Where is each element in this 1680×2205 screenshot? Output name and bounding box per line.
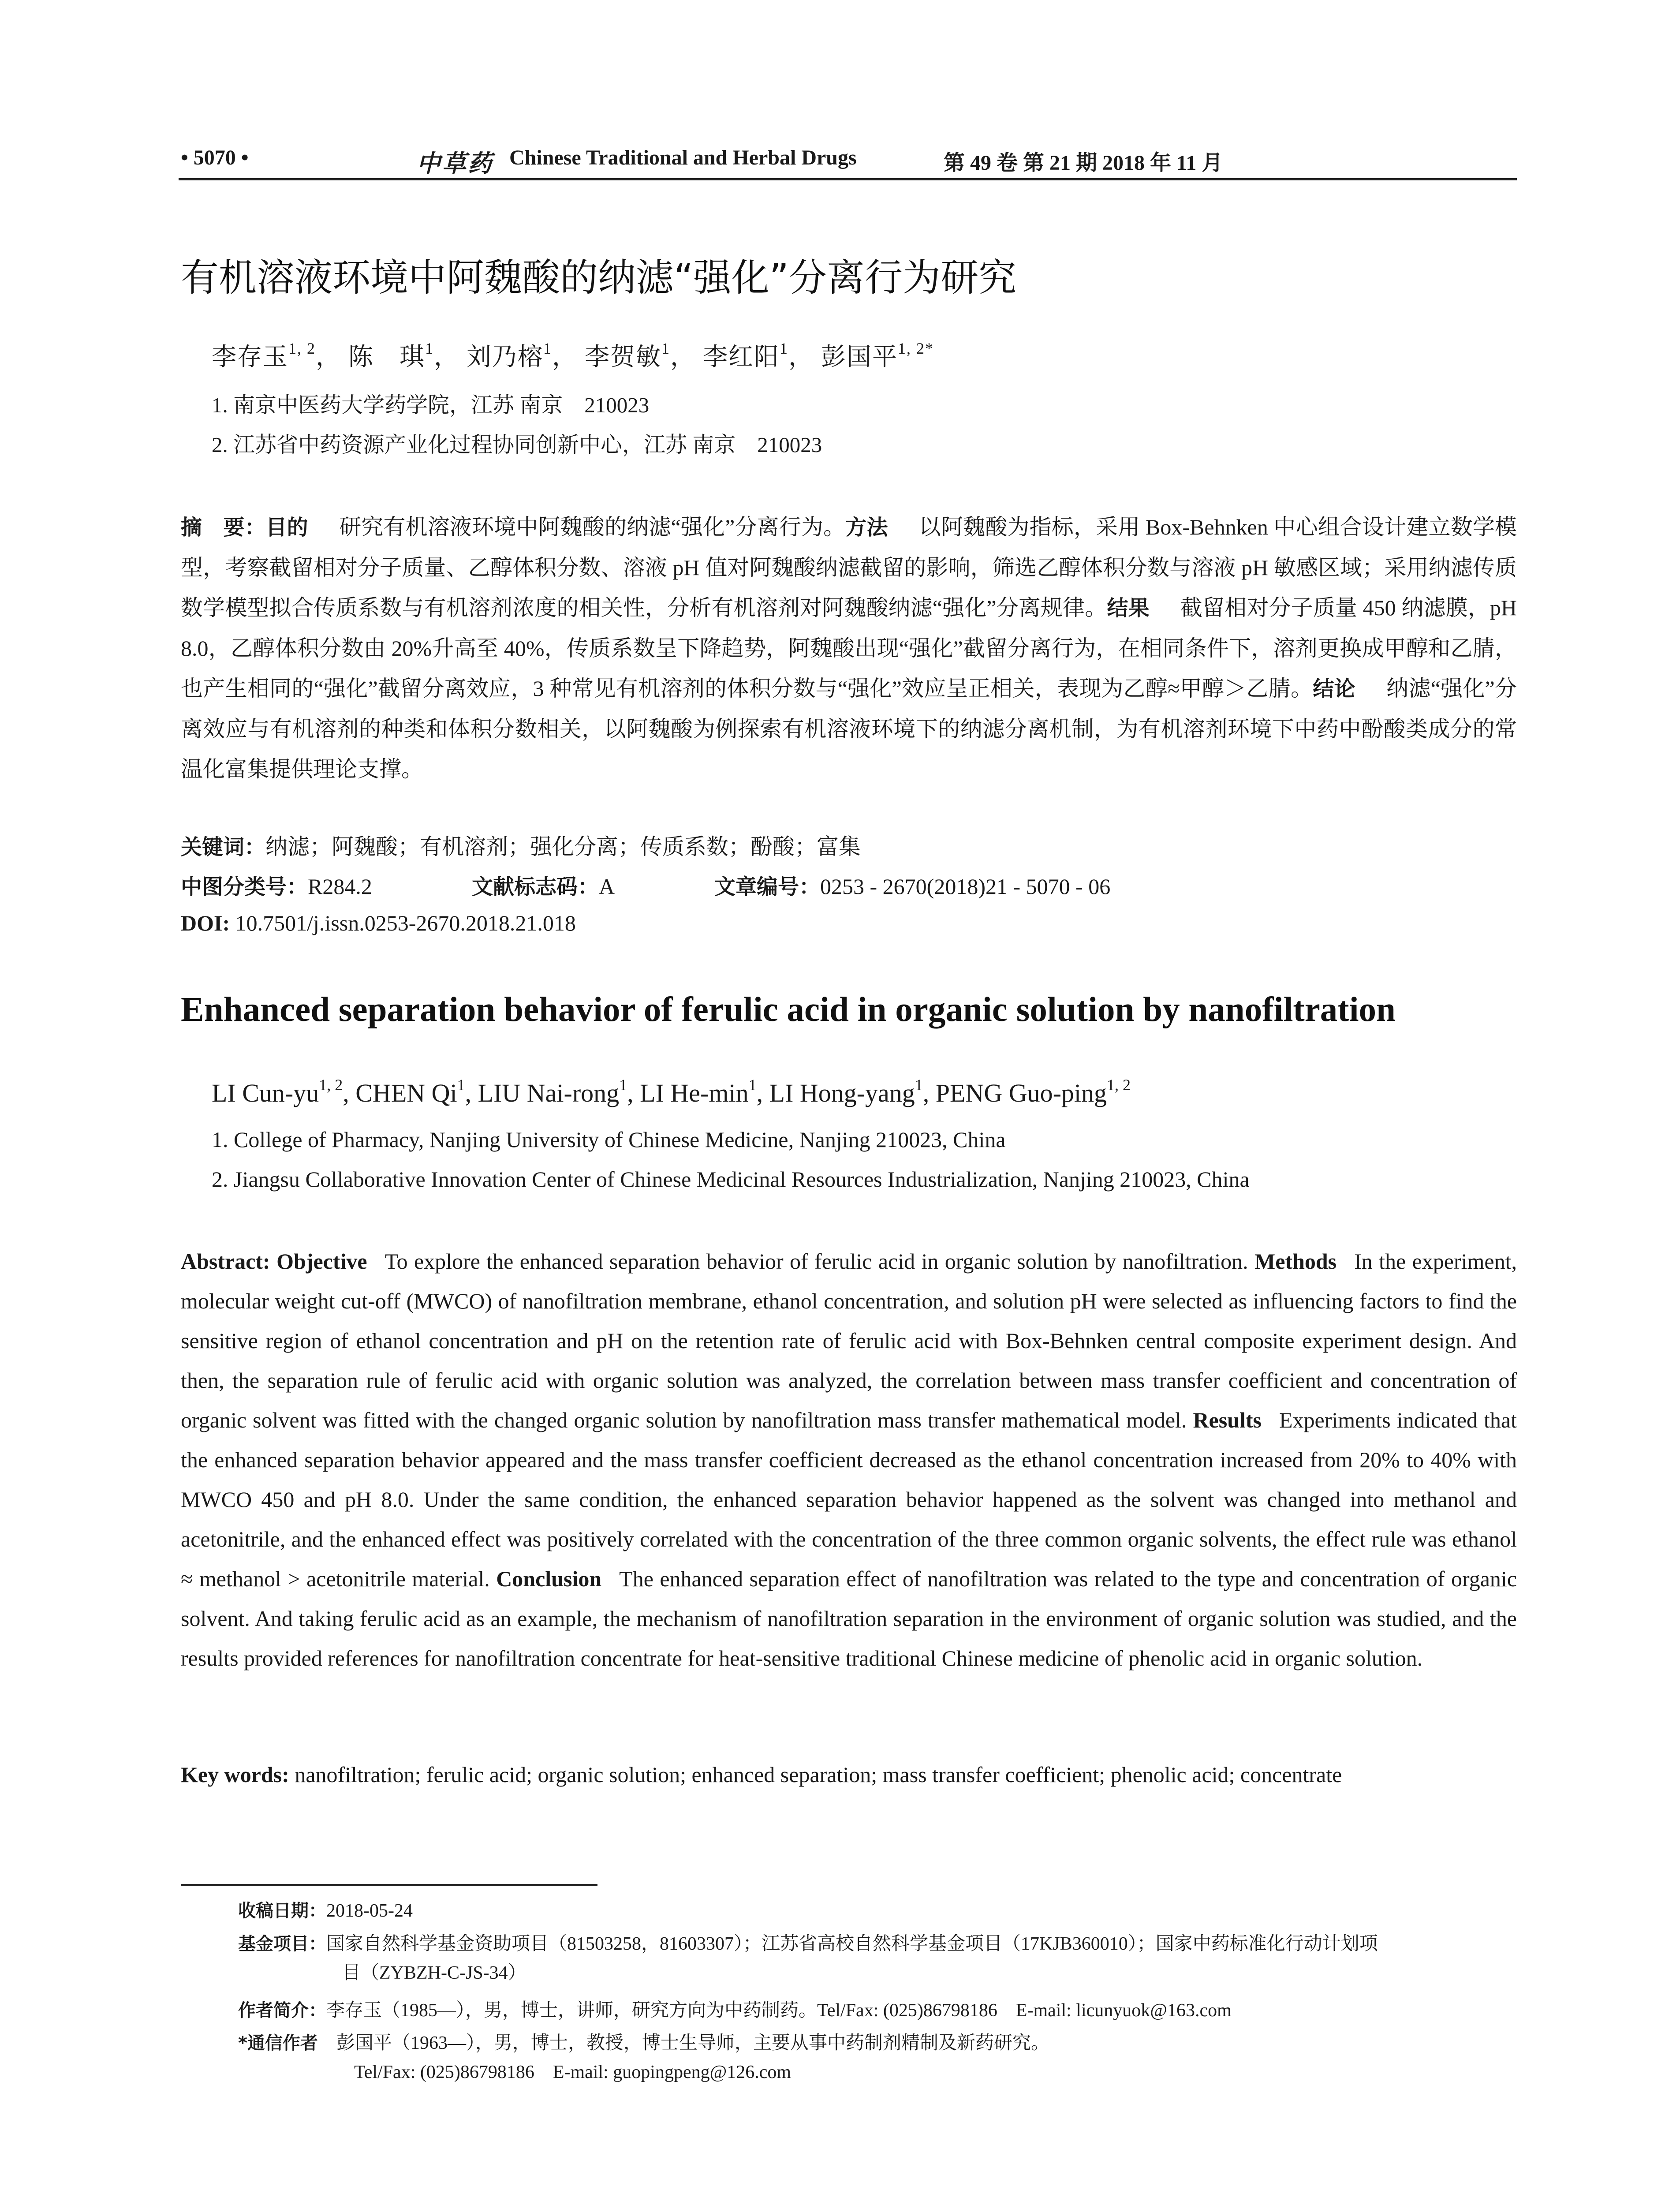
keywords-label-en: Key words: xyxy=(181,1762,289,1787)
corresponding-contact: Tel/Fax: (025)86798186 E-mail: guopingpeng@126.com xyxy=(354,2062,791,2082)
author-affiliation-mark: 1 xyxy=(780,340,788,358)
author-en: LI He-min xyxy=(640,1079,749,1107)
author-bio-text: 李存玉（1985—），男，博士，讲师，研究方向为中药制药。Tel/Fax: (025)86798186 E-mail: licunyuok@163.com xyxy=(326,2000,1232,2021)
fund-label: 基金项目： xyxy=(238,1934,326,1954)
author-affiliation-mark: 1 xyxy=(619,1076,627,1094)
affiliation-en-1: 1. College of Pharmacy, Nanjing University of Chinese Medicine, Nanjing 210023, China xyxy=(212,1127,1006,1152)
article-number-label: 文章编号： xyxy=(714,875,821,899)
abstract-en xyxy=(181,1241,1517,1678)
received-date: 2018-05-24 xyxy=(326,1901,413,1921)
corresponding-label: *通信作者 xyxy=(238,2033,318,2053)
doi-label: DOI: xyxy=(181,911,230,935)
footnote-received xyxy=(238,1896,1517,1925)
title-en: Enhanced separation behavior of ferulic acid in organic solution by nanofiltration xyxy=(181,990,1396,1029)
keywords-text-cn: 纳滤；阿魏酸；有机溶剂；强化分离；传质系数；酚酸；富集 xyxy=(265,834,861,859)
conclusion-label-cn: 结论 xyxy=(1313,676,1355,701)
journal-name-en: Chinese Traditional and Herbal Drugs xyxy=(509,146,857,169)
author-affiliation-mark: 1 xyxy=(661,340,670,358)
authors-cn: 李存玉$^{1, 2}$， 陈 琪$^1$， 刘乃榕$^1$， 李贺敏$^1$， 李红阳$^1$， 彭国平$^{1, 2*}$ xyxy=(212,340,934,371)
article-number-value: 0253 - 2670(2018)21 - 5070 - 06 xyxy=(820,874,1111,899)
methods-label-cn: 方法 xyxy=(845,515,888,540)
keywords-label-cn: 关键词： xyxy=(181,835,266,860)
footnote-fund xyxy=(238,1929,1517,1988)
conclusion-text-cn: 纳滤“强化”分离效应与有机溶剂的种类和体积分数相关，以阿魏酸为例探索有机溶液环境下的纳滤分离机制，为有机溶剂环境下中药中酚酸类成分的常温化富集提供理论支撑。 xyxy=(181,676,1517,781)
methods-text-cn: 以阿魏酸为指标，采用 Box-Behnken 中心组合设计建立数学模型，考察截留相对分子质量、乙醇体积分数、溶液 pH 值对阿魏酸纳滤截留的影响，筛选乙醇体积分数与溶液 pH 敏感区域；采用纳滤传质数学模型拟合传质系数与有机溶剂浓度的相关性，分析有机溶剂对阿魏酸纳滤“强化”分离规律。 xyxy=(181,515,1517,620)
author-affiliation-mark: 1 xyxy=(748,1076,757,1094)
volume-issue: 第 49 卷 第 21 期 2018 年 11 月 xyxy=(944,151,1223,175)
author-cn: 李存玉 xyxy=(212,344,288,371)
author-affiliation-mark: 1, 2* xyxy=(898,340,934,358)
author-en: LI Cun-yu xyxy=(212,1079,319,1107)
results-text-en: Experiments indicated that the enhanced separation behavior appeared and the mass transfer coefficient decreased as the ethanol concentration increased from 20% to 40% with MWCO 450 and pH 8.0. Under the same condition, the enhanced separation behavior happened as the solvent was changed into methanol and acetonitrile, and the enhanced effect was positively correlated with the concentration of the three common organic solvents, the effect rule was ethanol ≈ methanol > acetonitrile material. xyxy=(181,1408,1517,1591)
author-cn: 陈 琪 xyxy=(348,344,425,371)
doi-line xyxy=(181,910,576,936)
objective-text-en: To explore the enhanced separation behavior of ferulic acid in organic solution by nanofiltration. xyxy=(385,1249,1248,1274)
objective-text-cn: 研究有机溶液环境中阿魏酸的纳滤“强化”分离行为。 xyxy=(339,515,846,539)
results-label-cn: 结果 xyxy=(1107,596,1150,620)
corresponding-text: 彭国平（1963—），男，博士，教授，博士生导师，主要从事中药制剂精制及新药研究。 xyxy=(336,2033,1049,2053)
conclusion-text-en: The enhanced separation effect of nanofiltration was related to the type and concentration of organic solvent. And taking ferulic acid as an example, the mechanism of nanofiltration separation in the environment of organic solution was studied, and the results provided references for nanofiltration concentrate for heat-sensitive traditional Chinese medicine of phenolic acid in organic solution. xyxy=(181,1566,1517,1671)
author-affiliation-mark: 1, 2 xyxy=(288,340,316,358)
affiliation-cn-2: 2. 江苏省中药资源产业化过程协同创新中心，江苏 南京 210023 xyxy=(212,433,822,457)
running-header xyxy=(181,140,1517,176)
author-affiliation-mark: 1 xyxy=(543,340,552,358)
author-cn: 李红阳 xyxy=(703,344,780,371)
author-cn: 彭国平 xyxy=(821,344,898,371)
classification-line xyxy=(181,870,1110,900)
methods-label-en: Methods xyxy=(1254,1249,1337,1274)
methods-text-en: In the experiment, molecular weight cut-off (MWCO) of nanofiltration membrane, ethanol concentration, and solution pH were selected as influencing factors to find the sensitive region of ethanol concentration and pH on the retention rate of ferulic acid with Box-Behnken central composite experiment design. And then, the separation rule of ferulic acid with organic solution was analyzed, the correlation between mass transfer coefficient and concentration of organic solvent was fitted with the changed organic solution by nanofiltration mass transfer mathematical model. xyxy=(181,1249,1517,1432)
footnote-rule xyxy=(181,1884,597,1886)
received-label: 收稿日期： xyxy=(238,1901,326,1921)
footnote-author-bio xyxy=(238,1996,1517,2025)
author-en: LIU Nai-rong xyxy=(478,1079,620,1107)
keywords-text-en: nanofiltration; ferulic acid; organic solution; enhanced separation; mass transfer coefficient; phenolic acid; concentrate xyxy=(295,1762,1342,1787)
abstract-label-cn: 摘 要： xyxy=(181,515,266,540)
doc-code-label: 文献标志码： xyxy=(472,875,599,899)
clc-value: R284.2 xyxy=(308,874,372,899)
keywords-en xyxy=(181,1762,1342,1787)
header-rule xyxy=(179,178,1517,180)
conclusion-label-en: Conclusion xyxy=(496,1566,602,1591)
title-cn: 有机溶液环境中阿魏酸的纳滤“强化”分离行为研究 xyxy=(181,256,1017,300)
results-label-en: Results xyxy=(1193,1408,1262,1432)
fund-text: 国家自然科学基金资助项目（81503258，81603307）；江苏省高校自然科学基金项目（17KJB360010）；国家中药标准化行动计划项 xyxy=(326,1934,1378,1954)
doc-code-value: A xyxy=(599,874,615,899)
author-affiliation-mark: 1, 2 xyxy=(1107,1076,1131,1094)
author-cn: 刘乃榕 xyxy=(467,344,543,371)
affiliation-en-2: 2. Jiangsu Collaborative Innovation Center of Chinese Medicinal Resources Industrialization, Nanjing 210023, China xyxy=(212,1167,1250,1192)
author-affiliation-mark: 1 xyxy=(915,1076,923,1094)
clc-label: 中图分类号： xyxy=(181,875,308,899)
author-affiliation-mark: 1, 2 xyxy=(319,1076,343,1094)
page-number: • 5070 • xyxy=(181,146,249,169)
objective-label-cn: 目的 xyxy=(265,515,308,540)
abstract-label-en: Abstract: xyxy=(181,1249,270,1274)
author-affiliation-mark: 1 xyxy=(457,1076,465,1094)
keywords-cn xyxy=(181,829,861,861)
author-bio-label: 作者简介： xyxy=(238,2000,326,2021)
author-en: CHEN Qi xyxy=(355,1079,457,1107)
doi-value[interactable]: 10.7501/j.issn.0253-2670.2018.21.018 xyxy=(235,911,576,935)
authors-en: LI Cun-yu$^{1, 2}$, CHEN Qi$^1$, LIU Nai-rong$^1$, LI $He-\min^1$, LI Hong-yang$^1$, PENG Guo-ping$^{1, 2}$ xyxy=(212,1076,1131,1107)
fund-text-continued: 目（ZYBZH-C-JS-34） xyxy=(342,1963,526,1983)
author-cn: 李贺敏 xyxy=(585,344,661,371)
footnote-corresponding xyxy=(238,2029,1517,2087)
journal-name-cn: 中草药 xyxy=(417,150,493,177)
affiliation-cn-1: 1. 南京中医药大学药学院，江苏 南京 210023 xyxy=(212,393,650,417)
results-text-cn: 截留相对分子质量 450 纳滤膜，pH 8.0，乙醇体积分数由 20%升高至 40%，传质系数呈下降趋势，阿魏酸出现“强化”截留分离行为，在相同条件下，溶剂更换成甲醇和乙腈，也产生相同的“强化”截留分离效应，3 种常见有机溶剂的体积分数与“强化”效应呈正相关，表现为乙醇≈甲醇＞乙腈。 xyxy=(181,595,1517,701)
objective-label-en: Objective xyxy=(276,1249,367,1274)
author-en: PENG Guo-ping xyxy=(935,1079,1107,1107)
abstract-cn xyxy=(181,507,1517,789)
author-en: LI Hong-yang xyxy=(769,1079,915,1107)
author-affiliation-mark: 1 xyxy=(425,340,434,358)
